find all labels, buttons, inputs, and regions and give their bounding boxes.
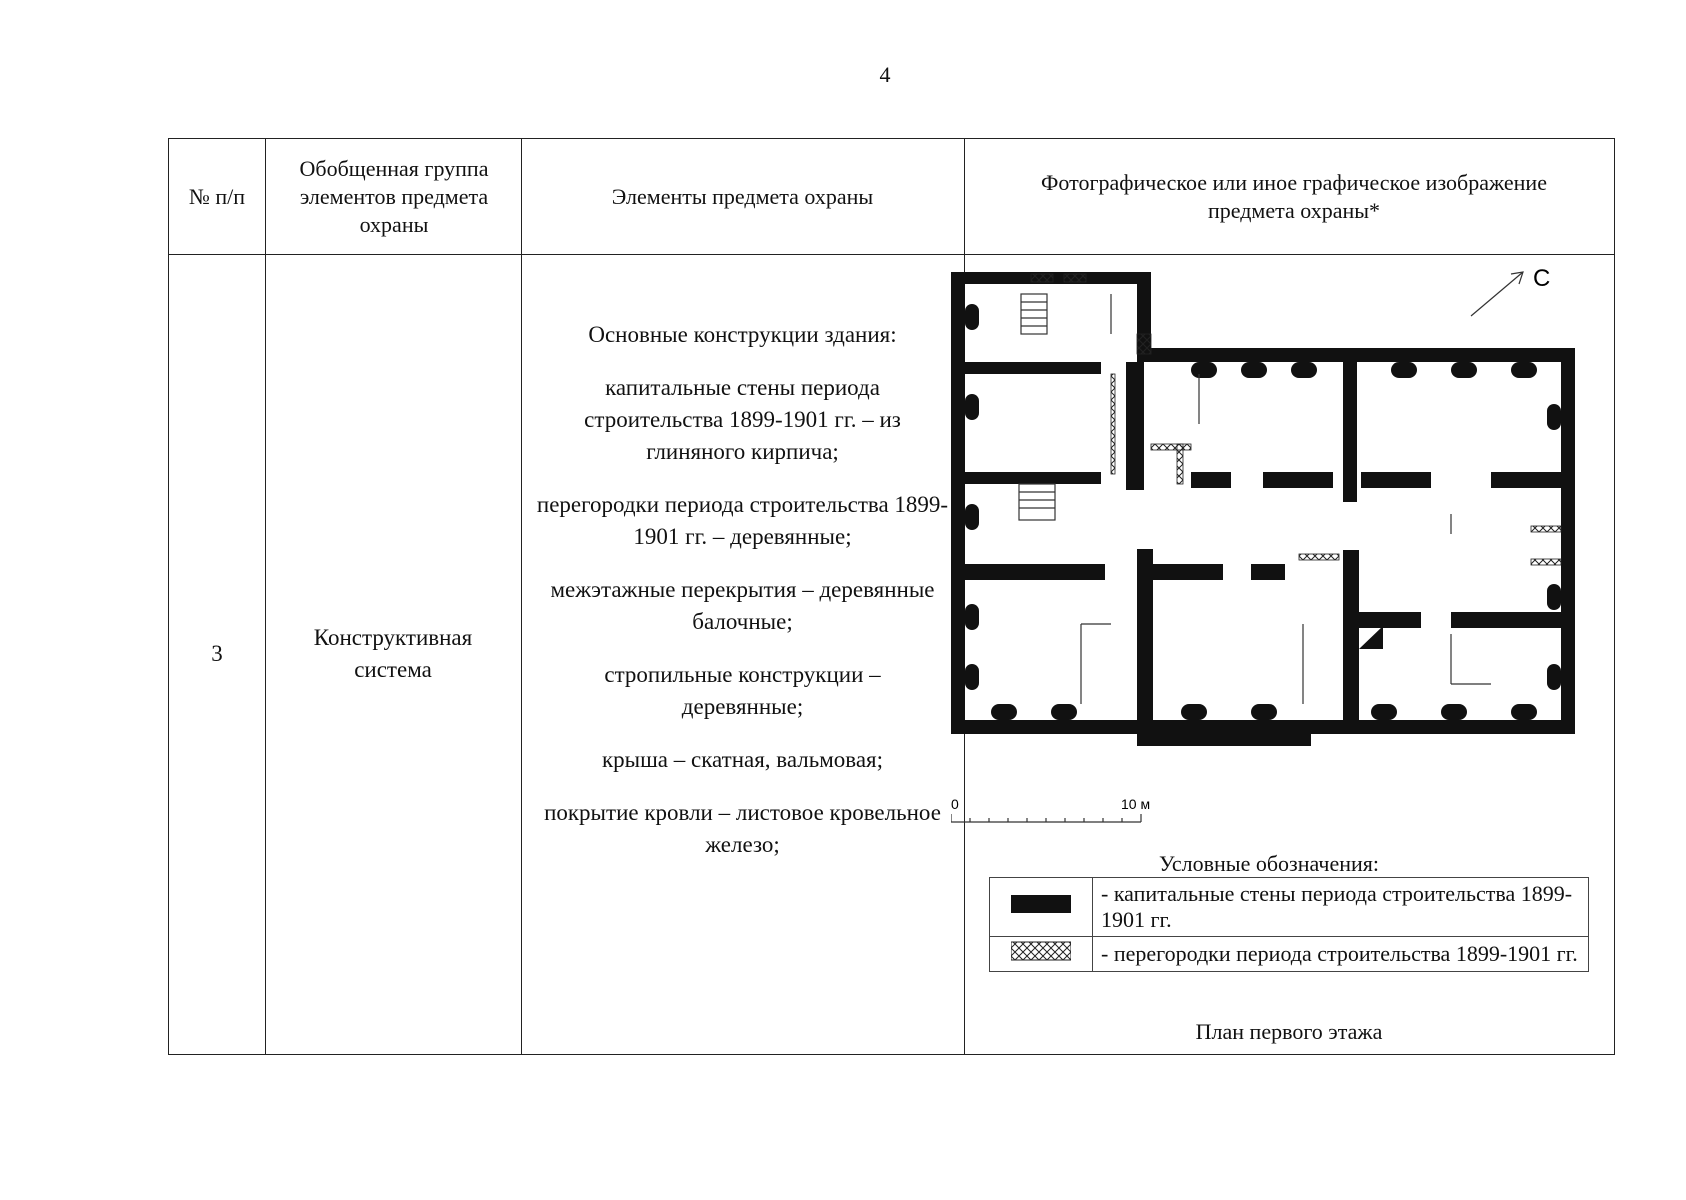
plan-caption: План первого этажа bbox=[1195, 1019, 1383, 1044]
header-group: Обобщенная группа элементов предмета охраны bbox=[299, 155, 489, 237]
legend-swatch-hatch bbox=[990, 937, 1093, 972]
row-group: Конструктивная система bbox=[313, 625, 473, 682]
element-item: межэтажные перекрытия – деревянные балочные; bbox=[550, 577, 935, 634]
scale-start-label: 0 bbox=[951, 796, 959, 812]
legend-row bbox=[990, 937, 1589, 972]
legend-text: - перегородки периода строительства 1899-1901 гг. bbox=[1093, 937, 1589, 972]
page-number: 4 bbox=[879, 62, 891, 87]
scale-end-label: 10 м bbox=[1121, 796, 1151, 812]
header-elements: Элементы предмета охраны bbox=[611, 183, 874, 209]
protection-table bbox=[168, 138, 1615, 1055]
header-number: № п/п bbox=[188, 183, 246, 209]
hatch-swatch-icon bbox=[1011, 940, 1071, 962]
legend-row bbox=[990, 878, 1589, 937]
element-item: перегородки периода строительства 1899-1901 гг. – деревянные; bbox=[536, 492, 949, 549]
elements-intro: Основные конструкции здания: bbox=[588, 322, 897, 347]
legend-title: Условные обозначения: bbox=[1158, 851, 1380, 876]
header-image: Фотографическое или иное графическое изображение предмета охраны* bbox=[1041, 169, 1547, 223]
north-label: С bbox=[1533, 265, 1551, 292]
element-item: крыша – скатная, вальмовая; bbox=[601, 747, 884, 772]
floor-plan bbox=[951, 264, 1591, 864]
legend bbox=[989, 877, 1589, 972]
element-item: капитальные стены периода строительства 1899-1901 гг. – из глиняного кирпича; bbox=[584, 375, 901, 464]
element-item: стропильные конструкции – деревянные; bbox=[604, 662, 881, 719]
row-number: 3 bbox=[211, 641, 223, 666]
legend-text: - капитальные стены периода строительства 1899-1901 гг. bbox=[1093, 878, 1589, 937]
solid-swatch-icon bbox=[1011, 893, 1071, 915]
elements-list bbox=[521, 319, 964, 882]
element-item: покрытие кровли – листовое кровельное железо; bbox=[544, 800, 941, 857]
legend-swatch-solid bbox=[990, 878, 1093, 937]
